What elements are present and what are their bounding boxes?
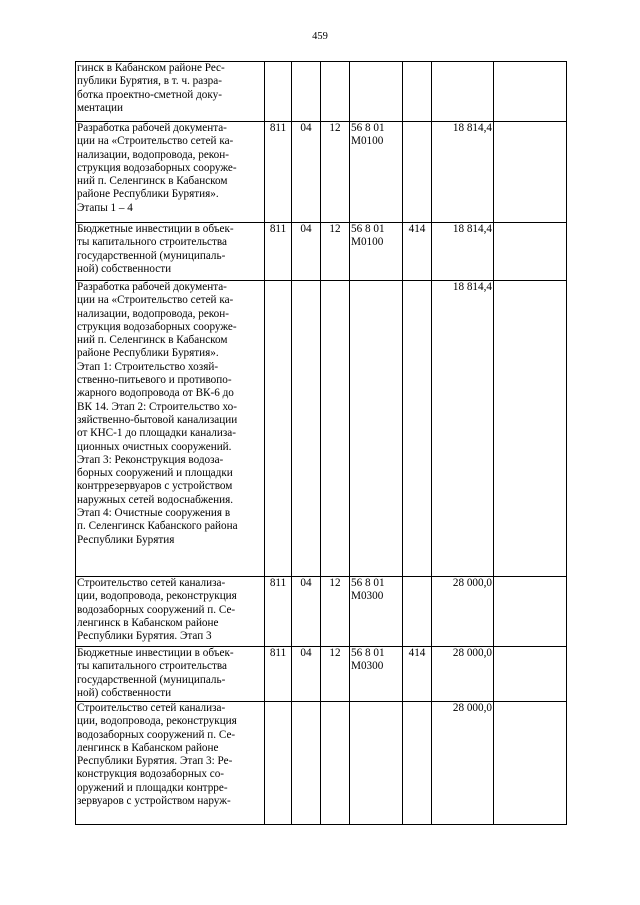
amount: 18 814,4 bbox=[432, 223, 494, 281]
expense-type-code: 414 bbox=[403, 223, 432, 281]
empty-cell bbox=[494, 281, 567, 577]
target-article-code: 56 8 01 M0100 bbox=[350, 223, 403, 281]
section-code bbox=[292, 62, 321, 122]
table-row bbox=[76, 223, 567, 281]
amount: 28 000,0 bbox=[432, 577, 494, 647]
ministry-code bbox=[265, 281, 292, 577]
table-row bbox=[76, 702, 567, 825]
empty-cell bbox=[494, 62, 567, 122]
table-row bbox=[76, 577, 567, 647]
subsection-code bbox=[321, 281, 350, 577]
subsection-code bbox=[321, 702, 350, 825]
target-article-code: 56 8 01 M0300 bbox=[350, 577, 403, 647]
ministry-code: 811 bbox=[265, 223, 292, 281]
subsection-code: 12 bbox=[321, 577, 350, 647]
target-article-code bbox=[350, 62, 403, 122]
subsection-code: 12 bbox=[321, 122, 350, 223]
row-description: Разработка рабочей документа- ции на «Строительство сетей ка- нализации, водопровода, рекон- струкция водозаборных сооруже- ний п. Селенгинск в Кабанском районе Республики Бурятия». Этап 1: Строительство хозяй- ственно-питьевого и противопо- жарного водопровода от ВК-6 до ВК 14. Этап 2: Строительство хо- зяйственно-бытовой канализации от КНС-1 до площадки канализа- ционных очистных сооружений. Этап 3: Реконструкция водоза- борных сооружений и площадки контррезервуаров с устройством наружных сетей водоснабжения. Этап 4: Очистные сооружения в п. Селенгинск Кабанского района Республики Бурятия bbox=[76, 281, 265, 577]
row-description: Бюджетные инвестиции в объек- ты капитального строительства государственной (муниципаль- ной) собственности bbox=[76, 647, 265, 702]
expense-type-code bbox=[403, 122, 432, 223]
subsection-code: 12 bbox=[321, 647, 350, 702]
amount bbox=[432, 62, 494, 122]
row-description: Строительство сетей канализа- ции, водопровода, реконструкция водозаборных сооружений п. Се- ленгинск в Кабанском районе Республики Бурятия. Этап 3: Ре- конструкция водозаборных со- оружений и площадки контрре- зервуаров с устройством наруж- bbox=[76, 702, 265, 825]
section-code: 04 bbox=[292, 122, 321, 223]
table-row bbox=[76, 122, 567, 223]
table-row bbox=[76, 62, 567, 122]
empty-cell bbox=[494, 577, 567, 647]
empty-cell bbox=[494, 702, 567, 825]
amount: 28 000,0 bbox=[432, 647, 494, 702]
expense-type-code bbox=[403, 702, 432, 825]
subsection-code: 12 bbox=[321, 223, 350, 281]
section-code bbox=[292, 702, 321, 825]
section-code: 04 bbox=[292, 577, 321, 647]
row-description: Разработка рабочей документа- ции на «Строительство сетей ка- нализации, водопровода, рекон- струкция водозаборных сооруже- ний п. Селенгинск в Кабанском районе Республики Бурятия». Этапы 1 – 4 bbox=[76, 122, 265, 223]
budget-table bbox=[75, 61, 567, 825]
expense-type-code bbox=[403, 62, 432, 122]
table-row bbox=[76, 647, 567, 702]
section-code bbox=[292, 281, 321, 577]
ministry-code bbox=[265, 702, 292, 825]
table-row bbox=[76, 281, 567, 577]
empty-cell bbox=[494, 647, 567, 702]
row-description: гинск в Кабанском районе Рес- публики Бурятия, в т. ч. разра- ботка проектно-сметной доку- ментации bbox=[76, 62, 265, 122]
page-number: 459 bbox=[312, 31, 328, 42]
amount: 18 814,4 bbox=[432, 281, 494, 577]
ministry-code bbox=[265, 62, 292, 122]
target-article-code: 56 8 01 M0300 bbox=[350, 647, 403, 702]
target-article-code bbox=[350, 281, 403, 577]
amount: 18 814,4 bbox=[432, 122, 494, 223]
ministry-code: 811 bbox=[265, 122, 292, 223]
subsection-code bbox=[321, 62, 350, 122]
expense-type-code bbox=[403, 577, 432, 647]
empty-cell bbox=[494, 122, 567, 223]
target-article-code: 56 8 01 M0100 bbox=[350, 122, 403, 223]
section-code: 04 bbox=[292, 223, 321, 281]
empty-cell bbox=[494, 223, 567, 281]
amount: 28 000,0 bbox=[432, 702, 494, 825]
ministry-code: 811 bbox=[265, 577, 292, 647]
row-description: Строительство сетей канализа- ции, водопровода, реконструкция водозаборных сооружений п. Се- ленгинск в Кабанском районе Республики Бурятия. Этап 3 bbox=[76, 577, 265, 647]
expense-type-code: 414 bbox=[403, 647, 432, 702]
target-article-code bbox=[350, 702, 403, 825]
row-description: Бюджетные инвестиции в объек- ты капитального строительства государственной (муниципаль- ной) собственности bbox=[76, 223, 265, 281]
section-code: 04 bbox=[292, 647, 321, 702]
expense-type-code bbox=[403, 281, 432, 577]
ministry-code: 811 bbox=[265, 647, 292, 702]
